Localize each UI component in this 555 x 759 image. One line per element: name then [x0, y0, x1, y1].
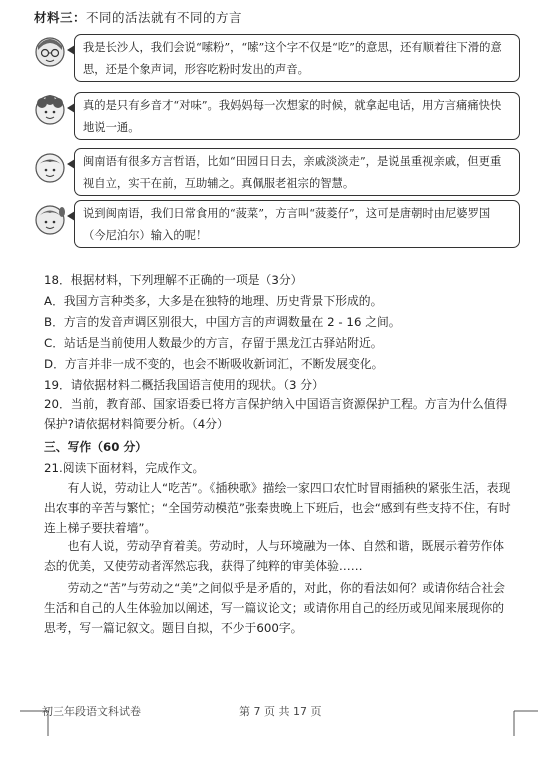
section-subtitle: 不同的活法就有不同的方言 — [86, 10, 243, 25]
q18-option-b: B．方言的发音声调区别很大，中国方言的声调数量在 2 - 16 之间。 — [44, 315, 401, 329]
dialogue-bubble-4 — [74, 200, 520, 248]
dialogue-text-1: 我是长沙人，我们会说“嗦粉”，“嗦”这个字不仅是“吃”的意思，还有顺着往下滑的意思，还是个象声词，形容吃粉时发出的声音。 — [83, 41, 502, 76]
footer-exam-name: 初三年段语文科试卷 — [42, 705, 141, 718]
footer-page-number: 第 7 页 共 17 页 — [239, 705, 322, 718]
q18-option-c: C．站话是当前使用人数最少的方言，存留于黑龙江古驿站附近。 — [44, 336, 383, 350]
writing-paragraph-2: 也有人说，劳动孕育着美。劳动时，人与环境融为一体、自然和谐，既展示着劳作体态的优美，又使劳动者浑然忘我，获得了纯粹的审美体验…… — [44, 539, 505, 573]
section-title — [34, 8, 242, 26]
section-label: 材料三： — [34, 10, 87, 25]
dialogue-text-4: 说到闽南语，我们日常食用的“菠菜”，方言叫“菠菱仔”，这可是唐朝时由尼婆罗国（今尼泊尔）输入的呢！ — [83, 207, 491, 242]
dialogue-text-2: 真的是只有乡音才“对味”。我妈妈每一次想家的时候，就拿起电话，用方言痛痛快快地说一通。 — [83, 99, 502, 134]
dialogue-row-3 — [30, 148, 520, 198]
q18-stem: 18．根据材料，下列理解不正确的一项是（3分） — [44, 273, 303, 287]
crop-mark-right — [512, 700, 542, 740]
q19-stem: 19．请依据材料二概括我国语言使用的现状。（3 分） — [44, 378, 324, 392]
q18-option-a: A．我国方言种类多，大多是在独特的地理、历史背景下形成的。 — [44, 294, 383, 308]
glasses-girl-avatar-icon — [34, 36, 66, 68]
boy-avatar-icon — [34, 152, 66, 184]
dialogue-row-1 — [30, 34, 520, 84]
dialogue-row-2 — [30, 92, 520, 142]
q21-stem: 21.阅读下面材料，完成作文。 — [44, 461, 205, 475]
writing-paragraph-3: 劳动之“苦”与劳动之“美”之间似乎是矛盾的，对此，你的看法如何？或请你结合社会生活和自己的人生体验加以阐述，写一篇议论文；或请你用自己的经历或见闻来展现你的思考，写一篇记叙文。题目自拟，不少于600字。 — [44, 581, 505, 635]
dialogue-bubble-2 — [74, 92, 520, 140]
curly-hair-girl-avatar-icon — [34, 94, 66, 126]
ponytail-girl-avatar-icon — [34, 204, 66, 236]
dialogue-text-3: 闽南语有很多方言哲语，比如“田园日日去，亲戚淡淡走”，是说虽重视亲戚，但更重视自立，实干在前，互助辅之。真佩服老祖宗的智慧。 — [83, 155, 502, 190]
q18-option-d: D．方言并非一成不变的，也会不断吸收新词汇，不断发展变化。 — [44, 357, 384, 371]
q20-stem: 20．当前，教育部、国家语委已将方言保护纳入中国语言资源保护工程。方言为什么值得保护?请依据材料简要分析。（4分） — [44, 397, 508, 431]
dialogue-row-4 — [30, 200, 520, 250]
writing-paragraph-1: 有人说，劳动让人“吃苦”。《插秧歌》描绘一家四口农忙时冒雨插秧的紧张生活，表现出农事的辛苦与繁忙；“全国劳动模范”张秦贵晚上下班后，也会“感到有些支持不住，有时连上梯子要扶着墙”。 — [44, 481, 511, 535]
dialogue-bubble-1 — [74, 34, 520, 82]
dialogue-bubble-3 — [74, 148, 520, 196]
writing-heading: 三、写作（60 分） — [44, 440, 148, 454]
